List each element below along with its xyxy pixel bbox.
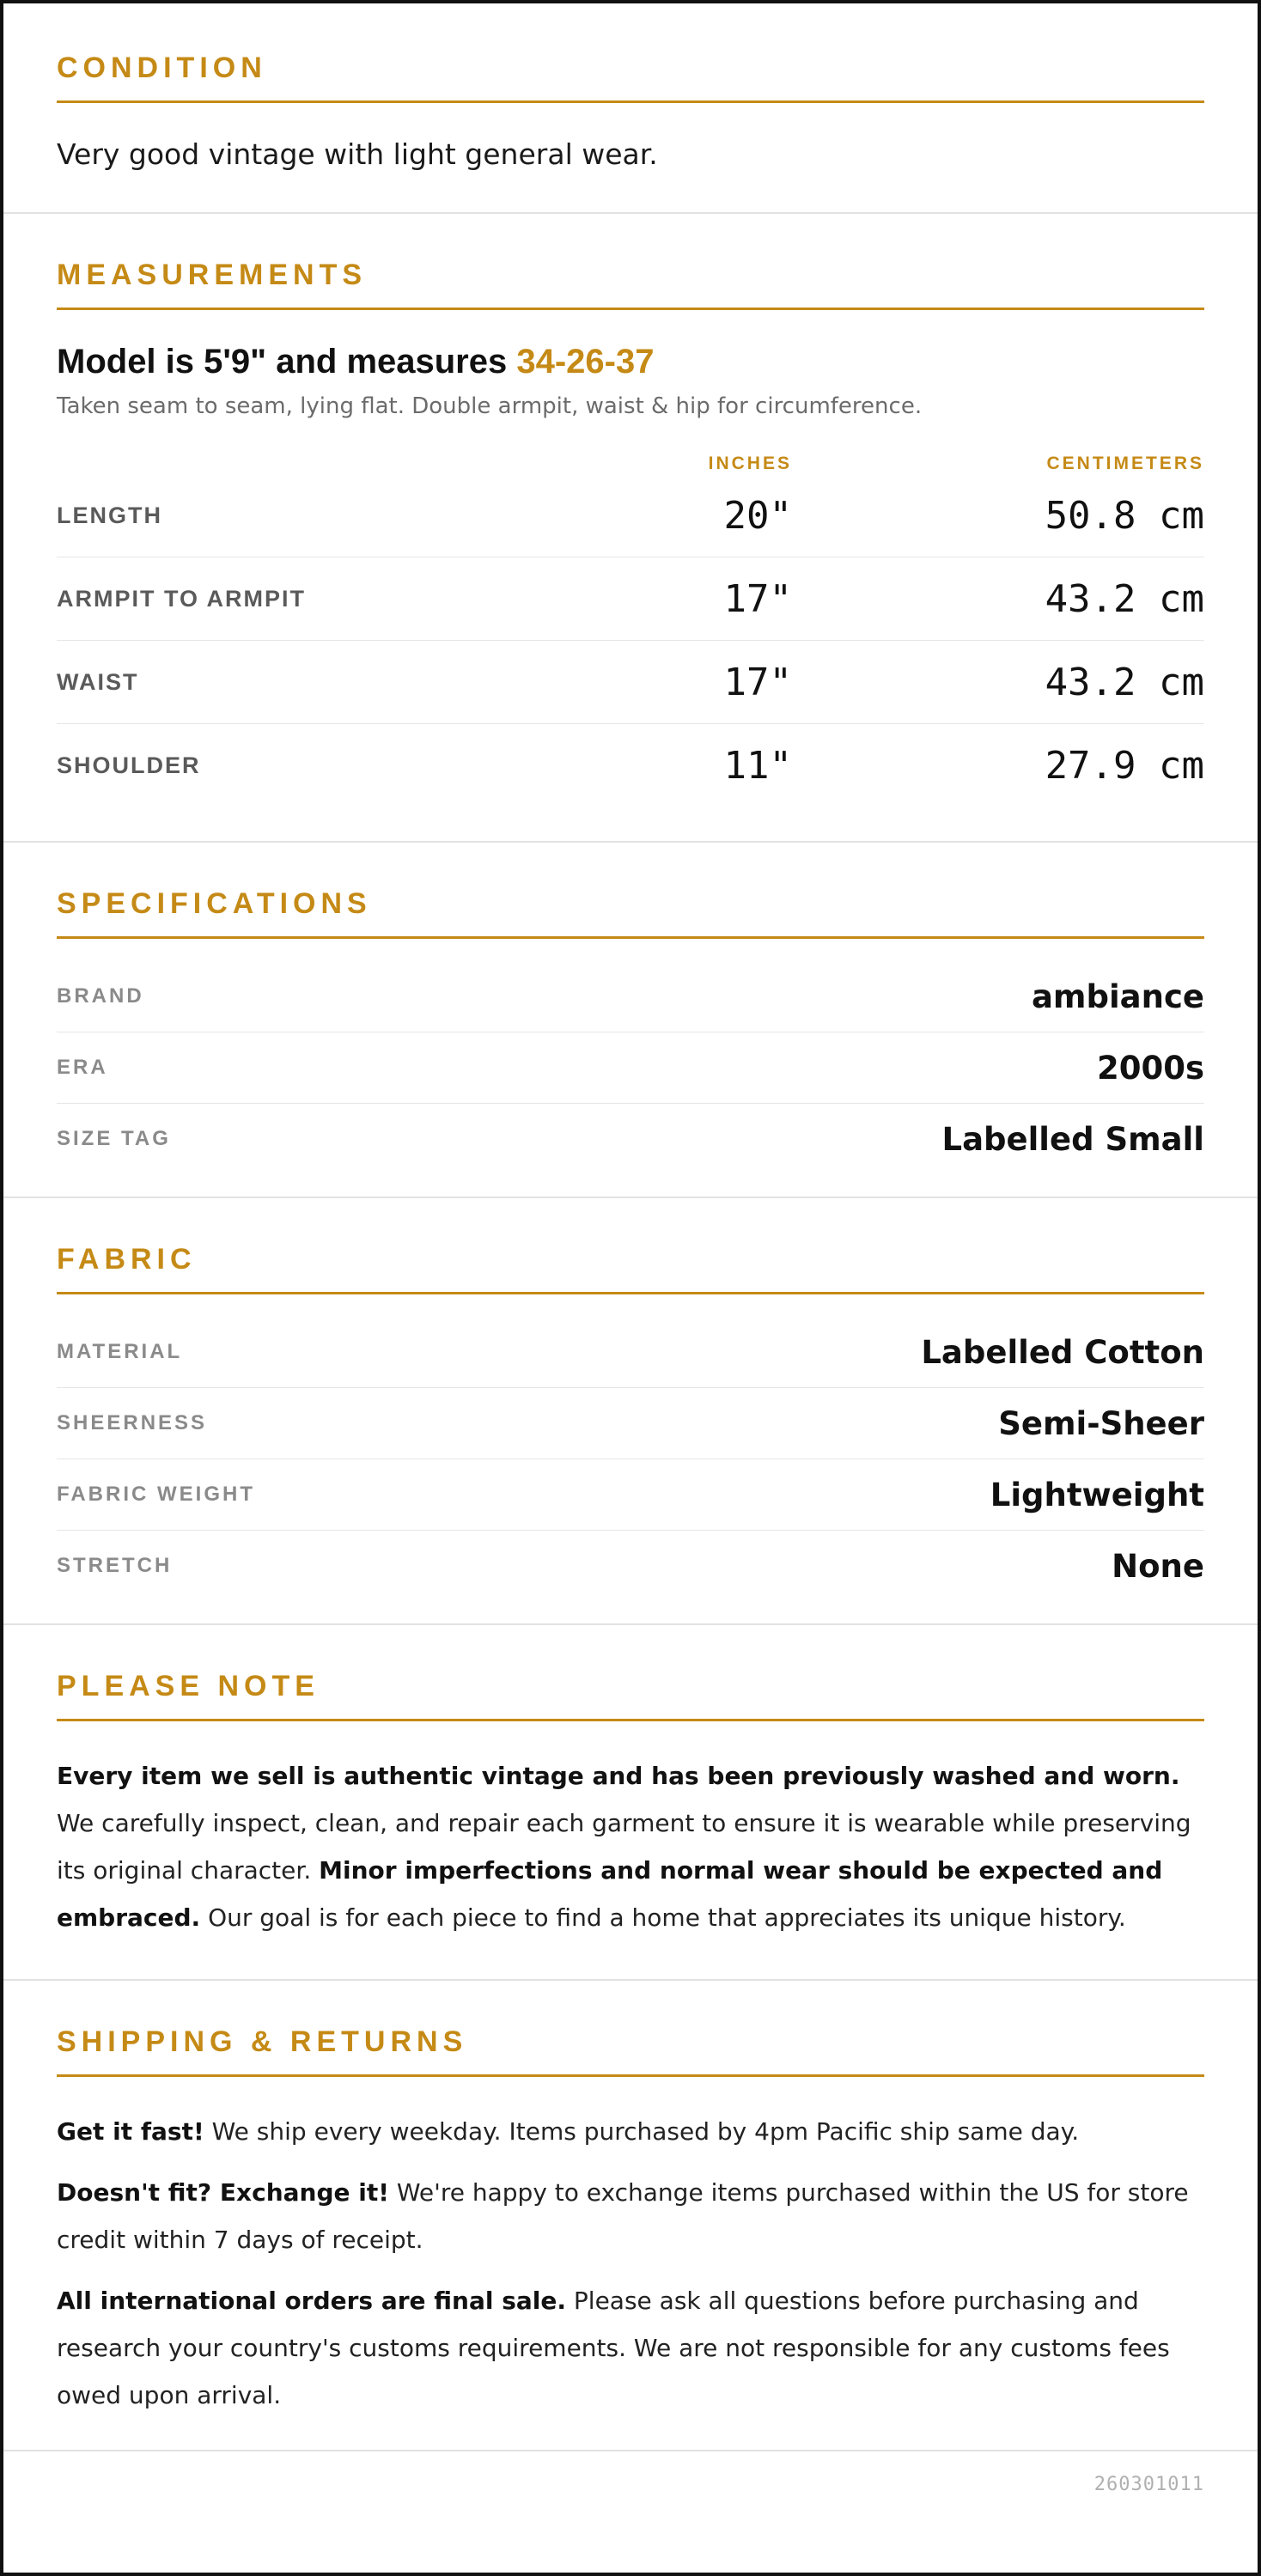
exchange-text: We're happy to exchange items purchased within the US for store credit within 7 days of receipt. (57, 2178, 1189, 2254)
measurement-cm: 27.9 cm (1045, 743, 1204, 788)
spec-row (57, 1032, 1204, 1104)
measurement-row (57, 557, 1204, 641)
note-bold-1: Every item we sell is authentic vintage and has been previously washed and worn. (57, 1762, 1180, 1790)
please-note-section (3, 1625, 1258, 1981)
measurement-row (57, 641, 1204, 724)
fabric-label: SHEERNESS (57, 1411, 208, 1434)
fabric-row (57, 1459, 1204, 1531)
spec-row (57, 1104, 1204, 1174)
spec-value: 2000s (1096, 1049, 1204, 1087)
fabric-value: None (1112, 1547, 1204, 1585)
shipping-section (3, 1981, 1258, 2451)
spec-label: SIZE TAG (57, 1127, 171, 1150)
sku-number: 260301011 (1093, 2474, 1204, 2495)
specifications-section (3, 843, 1258, 1198)
note-text-1: We carefully inspect, clean, and repair each garment to ensure it is wearable while preserving its original character. (57, 1809, 1191, 1885)
fabric-label: STRETCH (57, 1554, 173, 1577)
measurement-label: ARMPIT TO ARMPIT (57, 585, 306, 612)
measurement-row (57, 724, 1204, 807)
measurement-cm: 43.2 cm (1045, 660, 1204, 704)
shipping-fast-paragraph (57, 2108, 1204, 2155)
shipping-fast-text: We ship every weekday. Items purchased by 4pm Pacific ship same day. (204, 2117, 1080, 2146)
international-text: Please ask all questions before purchasing and research your country's customs requirements. We are not responsible for any customs fees owed upon arrival. (57, 2287, 1170, 2409)
please-note-title: PLEASE NOTE (57, 1670, 1204, 1721)
fabric-title: FABRIC (57, 1243, 1204, 1294)
measurement-inches: 20" (723, 493, 792, 538)
measurement-label: LENGTH (57, 502, 162, 528)
measurement-label: SHOULDER (57, 752, 201, 778)
spec-value: Labelled Small (941, 1120, 1204, 1158)
fabric-label: MATERIAL (57, 1340, 183, 1363)
exchange-paragraph (57, 2169, 1204, 2263)
specifications-title: SPECIFICATIONS (57, 887, 1204, 939)
fabric-label: FABRIC WEIGHT (57, 1483, 255, 1506)
measurements-note: Taken seam to seam, lying flat. Double armpit, waist & hip for circumference. (57, 393, 923, 419)
please-note-text (57, 1752, 1204, 1941)
fabric-list (57, 1317, 1204, 1601)
measurement-inches: 17" (723, 576, 792, 621)
measurements-table (57, 474, 1204, 807)
exchange-bold: Doesn't fit? Exchange it! (57, 2178, 389, 2207)
shipping-title: SHIPPING & RETURNS (57, 2025, 1204, 2077)
fabric-section (3, 1198, 1258, 1625)
specifications-list (57, 961, 1204, 1174)
condition-section (3, 3, 1258, 214)
international-bold: All international orders are final sale. (57, 2287, 567, 2315)
measurements-header (57, 454, 1204, 474)
model-prefix: Model is 5'9" and measures (57, 343, 517, 381)
note-bold-2: Minor imperfections and normal wear should be expected and embraced. (57, 1856, 1163, 1932)
condition-text: Very good vintage with light general wear. (57, 137, 658, 171)
measurement-row (57, 474, 1204, 557)
measurement-inches: 17" (723, 660, 792, 704)
shipping-fast-bold: Get it fast! (57, 2117, 204, 2146)
model-measures-line (57, 343, 1204, 381)
spec-label: ERA (57, 1056, 108, 1079)
measurement-inches: 11" (723, 743, 792, 788)
fabric-value: Lightweight (990, 1476, 1204, 1513)
fabric-row (57, 1531, 1204, 1601)
measurements-title: MEASUREMENTS (57, 259, 1204, 310)
measurement-cm: 50.8 cm (1045, 493, 1204, 538)
fabric-row (57, 1317, 1204, 1388)
sku-footer (3, 2451, 1258, 2495)
measurement-cm: 43.2 cm (1045, 576, 1204, 621)
measurements-section (3, 214, 1258, 843)
fabric-value: Labelled Cotton (921, 1333, 1204, 1371)
international-paragraph (57, 2277, 1204, 2419)
fabric-value: Semi-Sheer (998, 1404, 1204, 1442)
spec-label: BRAND (57, 984, 144, 1008)
note-text-2: Our goal is for each piece to find a home that appreciates its unique history. (200, 1903, 1126, 1932)
model-measures-value: 34-26-37 (516, 343, 655, 381)
centimeters-column-header: CENTIMETERS (1046, 454, 1204, 473)
spec-value: ambiance (1031, 977, 1204, 1015)
condition-title: CONDITION (57, 52, 1204, 103)
measurement-label: WAIST (57, 668, 139, 695)
fabric-row (57, 1388, 1204, 1459)
inches-column-header: INCHES (708, 454, 792, 473)
spec-row (57, 961, 1204, 1032)
